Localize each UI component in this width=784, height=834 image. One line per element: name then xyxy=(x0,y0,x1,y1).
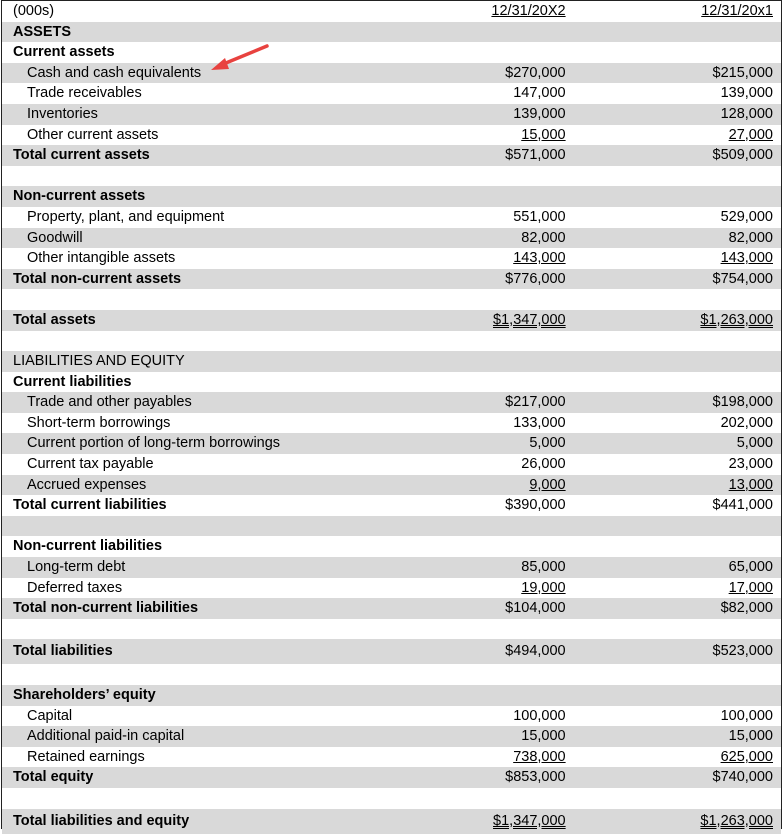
row-value-20x2: 9,000 xyxy=(529,476,566,493)
current-liabilities-title: Current liabilities xyxy=(13,373,132,390)
row-label: Additional paid-in capital xyxy=(2,726,435,747)
total-liabilities-equity-label: Total liabilities and equity xyxy=(2,809,435,834)
subsection-title-row xyxy=(2,536,781,557)
total-value-20x2: $390,000 xyxy=(505,497,566,514)
row-value-20x1: 15,000 xyxy=(567,726,781,747)
header-row xyxy=(2,1,781,22)
total-row xyxy=(2,495,781,516)
row-value-20x2: 19,000 xyxy=(521,579,566,596)
row-label: Retained earnings xyxy=(27,748,145,765)
row-value-20x1: 529,000 xyxy=(720,208,773,225)
total-equity-20x2: $853,000 xyxy=(435,767,567,788)
spacer-row xyxy=(2,516,781,537)
spacer-row xyxy=(2,664,781,685)
spacer-row xyxy=(2,788,781,809)
noncurrent-liabilities-title: Non-current liabilities xyxy=(13,538,163,555)
total-label: Total non-current assets xyxy=(2,269,435,290)
row-label: Deferred taxes xyxy=(27,579,123,596)
row-value-20x2: 139,000 xyxy=(435,104,567,125)
table-row xyxy=(2,228,781,249)
total-equity-20x1: $740,000 xyxy=(567,767,781,788)
total-label: Total non-current liabilities xyxy=(2,598,435,619)
section-title-row xyxy=(2,351,781,372)
table-row xyxy=(2,207,781,228)
total-row xyxy=(2,145,781,166)
row-value-20x2: 26,000 xyxy=(521,456,566,473)
total-liabilities-20x1: $523,000 xyxy=(567,639,781,664)
table-row xyxy=(2,248,781,269)
total-value-20x1: $441,000 xyxy=(712,497,773,514)
row-value-20x2: 143,000 xyxy=(513,250,566,267)
row-value-20x1: 23,000 xyxy=(728,456,773,473)
row-value-20x2: 82,000 xyxy=(435,228,567,249)
subsection-title-row xyxy=(2,42,781,63)
row-value-20x2: 100,000 xyxy=(513,707,566,724)
row-label: Current portion of long-term borrowings xyxy=(2,433,435,454)
table-row xyxy=(2,125,781,146)
spacer-row xyxy=(2,289,781,310)
row-label: Accrued expenses xyxy=(2,475,435,496)
liabilities-equity-title: LIABILITIES AND EQUITY xyxy=(2,351,435,372)
total-liabilities-20x2: $494,000 xyxy=(435,639,567,664)
row-value-20x1: 82,000 xyxy=(567,228,781,249)
row-label: Goodwill xyxy=(2,228,435,249)
total-row xyxy=(2,269,781,290)
row-value-20x2: 551,000 xyxy=(513,208,566,225)
row-value-20x2: 147,000 xyxy=(513,85,566,102)
row-label: Property, plant, and equipment xyxy=(27,208,225,225)
total-row xyxy=(2,598,781,619)
row-value-20x1: 65,000 xyxy=(567,557,781,578)
row-value-20x2: 15,000 xyxy=(435,726,567,747)
equity-title: Shareholders’ equity xyxy=(2,685,435,706)
table-row xyxy=(2,578,781,599)
table-row xyxy=(2,454,781,475)
row-value-20x1: 5,000 xyxy=(567,433,781,454)
total-label: Total current assets xyxy=(2,145,435,166)
row-value-20x1: 625,000 xyxy=(720,748,773,765)
total-equity-label: Total equity xyxy=(2,767,435,788)
row-label: Other current assets xyxy=(27,126,159,143)
row-value-20x1: $215,000 xyxy=(567,63,781,84)
row-value-20x1: 128,000 xyxy=(567,104,781,125)
row-value-20x1: 202,000 xyxy=(720,414,773,431)
row-value-20x2: 15,000 xyxy=(521,126,566,143)
table-row xyxy=(2,413,781,434)
row-label: Other intangible assets xyxy=(27,250,176,267)
total-value-20x1: $509,000 xyxy=(567,145,781,166)
table-row xyxy=(2,747,781,768)
table-row xyxy=(2,706,781,727)
row-value-20x1: $198,000 xyxy=(567,392,781,413)
spacer-row xyxy=(2,331,781,352)
section-title-row xyxy=(2,22,781,43)
row-label: Inventories xyxy=(2,104,435,125)
grand-total-row xyxy=(2,310,781,331)
row-value-20x1: 100,000 xyxy=(720,707,773,724)
units-label: (000s) xyxy=(13,3,55,19)
row-value-20x1: 13,000 xyxy=(728,476,773,493)
table-row xyxy=(2,392,781,413)
total-assets-label: Total assets xyxy=(2,310,435,331)
total-assets-20x2: $1,347,000 xyxy=(493,311,566,328)
balance-sheet-table xyxy=(2,1,781,834)
subsection-title-row xyxy=(2,685,781,706)
row-value-20x2: $270,000 xyxy=(435,63,567,84)
column-header-20x2: 12/31/20X2 xyxy=(491,3,566,19)
current-assets-title: Current assets xyxy=(13,44,115,61)
table-row xyxy=(2,104,781,125)
balance-sheet xyxy=(1,0,782,829)
total-value-20x2: $104,000 xyxy=(435,598,567,619)
assets-title: ASSETS xyxy=(2,22,435,43)
table-row xyxy=(2,726,781,747)
subsection-title-row xyxy=(2,186,781,207)
row-value-20x2: 738,000 xyxy=(513,748,566,765)
grand-total-row xyxy=(2,809,781,834)
total-liabilities-equity-20x1: $1,263,000 xyxy=(700,812,773,829)
total-label: Total current liabilities xyxy=(13,497,167,514)
total-assets-20x1: $1,263,000 xyxy=(700,311,773,328)
table-row xyxy=(2,557,781,578)
total-row xyxy=(2,767,781,788)
table-row xyxy=(2,475,781,496)
row-value-20x1: 27,000 xyxy=(728,126,773,143)
table-row xyxy=(2,83,781,104)
noncurrent-assets-title: Non-current assets xyxy=(2,186,435,207)
column-header-20x1: 12/31/20x1 xyxy=(701,3,773,19)
row-label: Short-term borrowings xyxy=(27,414,171,431)
row-label: Long-term debt xyxy=(2,557,435,578)
row-value-20x2: 85,000 xyxy=(435,557,567,578)
spacer-row xyxy=(2,619,781,640)
row-label: Trade and other payables xyxy=(2,392,435,413)
row-value-20x2: 133,000 xyxy=(513,414,566,431)
total-value-20x1: $754,000 xyxy=(567,269,781,290)
row-label: Current tax payable xyxy=(27,456,154,473)
row-label: Cash and cash equivalents xyxy=(2,63,435,84)
row-value-20x2: 5,000 xyxy=(435,433,567,454)
table-row xyxy=(2,63,781,84)
row-value-20x1: 143,000 xyxy=(720,250,773,267)
row-value-20x2: $217,000 xyxy=(435,392,567,413)
total-liabilities-equity-20x2: $1,347,000 xyxy=(493,812,566,829)
subsection-title-row xyxy=(2,372,781,393)
total-value-20x2: $776,000 xyxy=(435,269,567,290)
total-value-20x2: $571,000 xyxy=(435,145,567,166)
row-label: Trade receivables xyxy=(27,85,142,102)
spacer-row xyxy=(2,166,781,187)
total-liabilities-label: Total liabilities xyxy=(2,639,435,664)
total-row xyxy=(2,639,781,664)
row-value-20x1: 139,000 xyxy=(720,85,773,102)
row-label: Capital xyxy=(27,707,73,724)
row-value-20x1: 17,000 xyxy=(728,579,773,596)
total-value-20x1: $82,000 xyxy=(567,598,781,619)
table-row xyxy=(2,433,781,454)
